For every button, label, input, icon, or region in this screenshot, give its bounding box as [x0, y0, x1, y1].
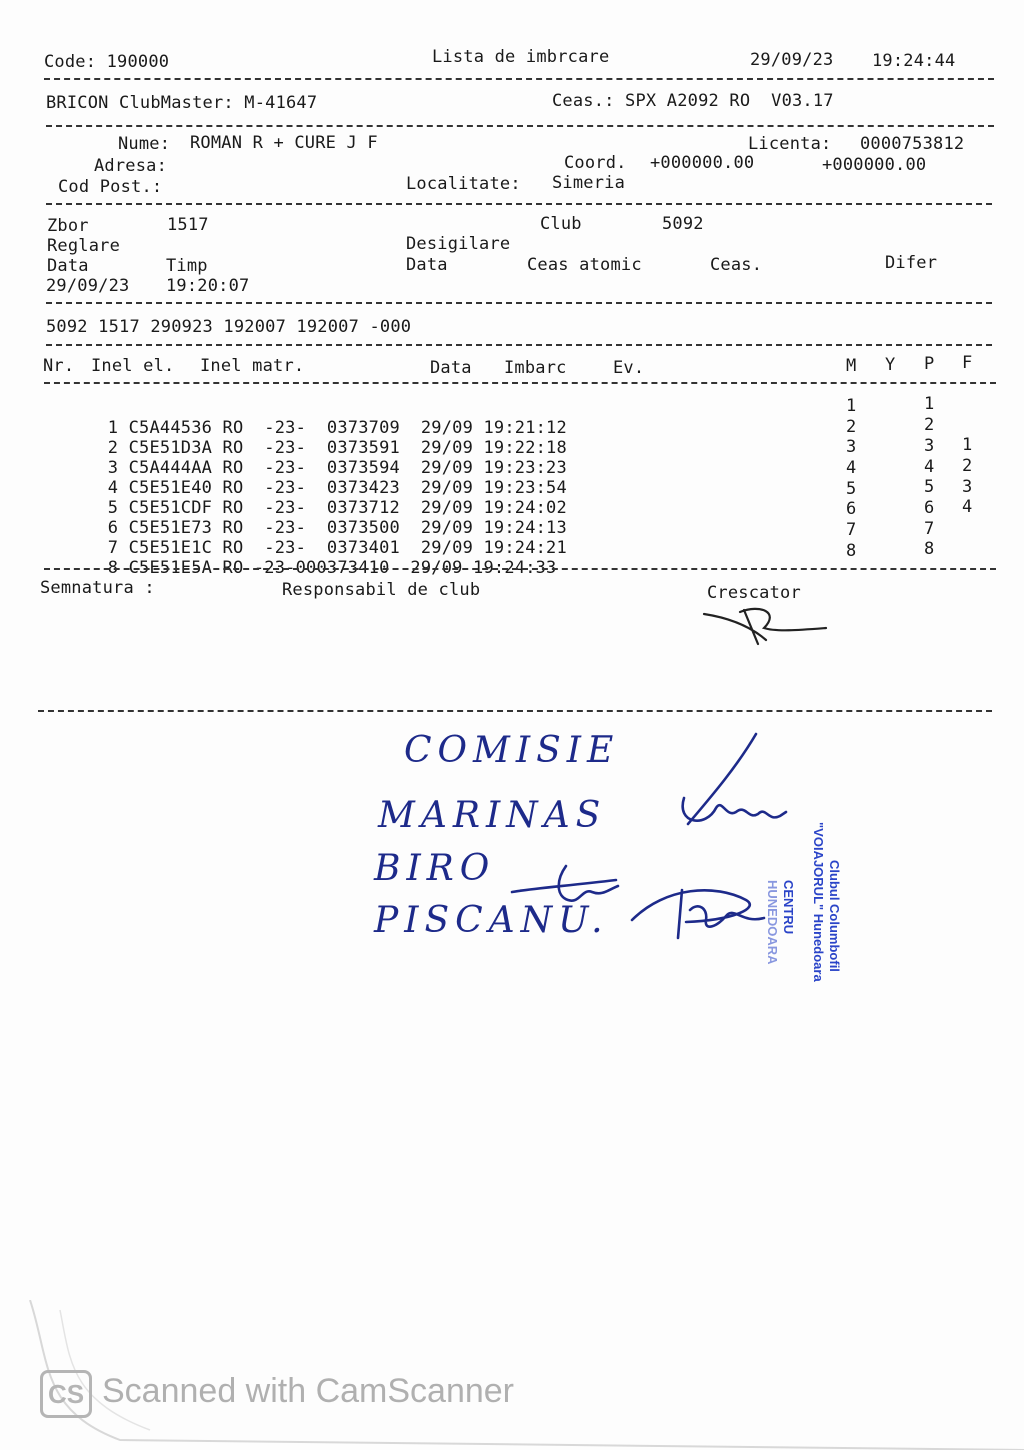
row-inel-el: C5A44536 — [128, 418, 213, 438]
flight-code-line: 5092 1517 290923 192007 192007 -000 — [46, 317, 412, 337]
data-label: Data — [47, 256, 89, 276]
row-inel-matr: RO -23- 0373709 — [222, 418, 400, 438]
row-inel-matr: RO -23-000373410 — [212, 558, 390, 578]
row-date: 29/09 — [420, 498, 474, 518]
ceas-atomic-label: Ceas atomic — [527, 255, 642, 275]
row-date: 29/09 — [410, 558, 463, 578]
handwritten-biro: BIRO — [374, 848, 496, 889]
separator — [44, 568, 996, 570]
clubmaster-id: BRICON ClubMaster: M-41647 — [46, 93, 318, 113]
row-inel-matr: RO -23- 0373594 — [222, 458, 400, 478]
crescator-signature — [700, 600, 830, 650]
document-title: Lista de imbrcare — [432, 47, 610, 67]
row-m: 4 — [846, 458, 857, 478]
row-p: 7 — [924, 519, 935, 539]
row-inel-el: C5E51E1C — [128, 538, 213, 558]
row-time: 19:22:18 — [483, 438, 567, 458]
row-inel-el: C5E51D3A — [128, 438, 213, 458]
row-f: 3 — [962, 477, 973, 497]
license-number: 0000753812 — [860, 134, 965, 154]
col-p: P — [924, 354, 935, 374]
club-stamp-line4: HUNEDOARA — [765, 880, 780, 965]
reglare-time: 19:20:07 — [166, 276, 250, 296]
row-time: 19:23:23 — [483, 458, 567, 478]
timp-label: Timp — [166, 256, 208, 276]
marinas-signature — [676, 728, 796, 838]
row-m: 7 — [846, 520, 857, 540]
row-inel-matr: RO -23- 0373401 — [222, 538, 400, 558]
row-date: 29/09 — [420, 518, 474, 538]
row-time: 19:24:02 — [483, 498, 567, 518]
print-date: 29/09/23 — [750, 50, 834, 70]
coord-y: +000000.00 — [822, 155, 927, 175]
address-label: Adresa: — [94, 156, 168, 176]
row-nr: 8 — [107, 558, 119, 578]
data2-label: Data — [406, 255, 448, 275]
row-nr: 3 — [107, 458, 119, 478]
col-inel-el: Inel el. — [91, 356, 175, 376]
row-inel-el: C5E51E5A — [128, 558, 213, 578]
row-time: 19:24:13 — [483, 518, 567, 538]
desigilare-label: Desigilare — [406, 234, 511, 254]
locality-label: Localitate: — [406, 174, 521, 194]
row-f: 1 — [962, 435, 973, 455]
row-nr: 7 — [107, 538, 119, 558]
postcode-label: Cod Post.: — [58, 177, 163, 197]
row-inel-matr: RO -23- 0373712 — [222, 498, 400, 518]
row-p: 4 — [924, 457, 935, 477]
club-stamp-line1: Clubul Columbofil — [827, 860, 842, 972]
row-m: 3 — [846, 437, 857, 457]
row-inel-el: C5A444AA — [128, 458, 213, 478]
col-m: M — [846, 356, 857, 376]
col-inel-matr: Inel matr. — [200, 356, 305, 376]
row-inel-el: C5E51E73 — [128, 518, 213, 538]
separator — [44, 78, 994, 80]
row-p: 2 — [924, 415, 935, 435]
row-date: 29/09 — [420, 478, 474, 498]
separator — [44, 382, 996, 384]
row-nr: 6 — [107, 518, 119, 538]
col-imbarc: Imbarc — [504, 358, 567, 378]
code-label: Code: 190000 — [44, 52, 170, 72]
crescator-label: Crescator — [707, 583, 801, 603]
biro-signature — [506, 860, 626, 910]
row-inel-el: C5E51CDF — [128, 498, 213, 518]
row-f: 4 — [962, 497, 973, 517]
row-date: 29/09 — [420, 438, 474, 458]
row-inel-matr: RO -23- 0373591 — [222, 438, 400, 458]
row-time: 19:24:33 — [473, 558, 557, 578]
row-p: 6 — [924, 498, 935, 518]
print-time: 19:24:44 — [872, 51, 956, 71]
club-stamp-line2: "VOIAJORUL" Hunedoara — [811, 822, 826, 982]
difer-label: Difer — [885, 253, 938, 273]
fancier-name: ROMAN R + CURE J F — [190, 133, 378, 153]
col-f: F — [962, 353, 973, 373]
row-nr: 4 — [107, 478, 119, 498]
separator — [46, 203, 992, 205]
camscanner-watermark: Scanned with CamScanner — [102, 1372, 515, 1410]
row-date: 29/09 — [420, 538, 474, 558]
row-inel-el: C5E51E40 — [128, 478, 213, 498]
row-m: 1 — [846, 396, 857, 416]
row-m: 8 — [846, 541, 857, 561]
responsabil-label: Responsabil de club — [282, 580, 481, 600]
camscanner-logo: CS — [40, 1370, 92, 1418]
col-data: Data — [430, 358, 472, 378]
zbor-value: 1517 — [167, 215, 209, 235]
semnatura-label: Semnatura : — [40, 578, 155, 598]
handwritten-piscanu: PISCANU. — [374, 900, 609, 941]
row-nr: 1 — [107, 418, 119, 438]
row-f: 2 — [962, 456, 973, 476]
separator — [46, 344, 992, 346]
row-time: 19:23:54 — [483, 478, 567, 498]
col-ev: Ev. — [613, 358, 645, 378]
col-nr: Nr. — [43, 356, 75, 376]
row-p: 8 — [924, 539, 935, 559]
club-value: 5092 — [662, 214, 704, 234]
coord-x: +000000.00 — [650, 153, 755, 173]
row-nr: 2 — [107, 438, 119, 458]
clock-id: Ceas.: SPX A2092 RO V03.17 — [552, 91, 834, 111]
row-m: 2 — [846, 417, 857, 437]
row-p: 1 — [924, 394, 935, 414]
row-inel-matr: RO -23- 0373423 — [222, 478, 400, 498]
separator — [46, 302, 992, 304]
row-time: 19:21:12 — [483, 418, 567, 438]
row-nr: 5 — [107, 498, 119, 518]
name-label: Nume: — [118, 134, 171, 154]
ceas-label: Ceas. — [710, 255, 763, 275]
row-date: 29/09 — [420, 418, 474, 438]
club-label: Club — [540, 214, 582, 234]
row-date: 29/09 — [420, 458, 474, 478]
row-m: 5 — [846, 479, 857, 499]
handwritten-marinas: MARINAS — [378, 795, 607, 836]
col-y: Y — [885, 355, 896, 375]
locality: Simeria — [552, 173, 626, 193]
club-stamp-line3: CENTRU — [781, 880, 796, 935]
piscanu-signature — [626, 880, 776, 950]
license-label: Licenta: — [748, 134, 832, 154]
zbor-label: Zbor — [47, 216, 89, 236]
reglare-label: Reglare — [47, 236, 121, 256]
row-p: 5 — [924, 477, 935, 497]
row-inel-matr: RO -23- 0373500 — [222, 518, 400, 538]
row-m: 6 — [846, 499, 857, 519]
separator — [38, 710, 992, 712]
coord-label: Coord. — [564, 153, 627, 173]
row-p: 3 — [924, 436, 935, 456]
handwritten-comisie: COMISIE — [404, 730, 620, 771]
separator — [46, 125, 994, 127]
reglare-date: 29/09/23 — [46, 276, 130, 296]
table-row — [66, 538, 557, 578]
row-time: 19:24:21 — [483, 538, 567, 558]
